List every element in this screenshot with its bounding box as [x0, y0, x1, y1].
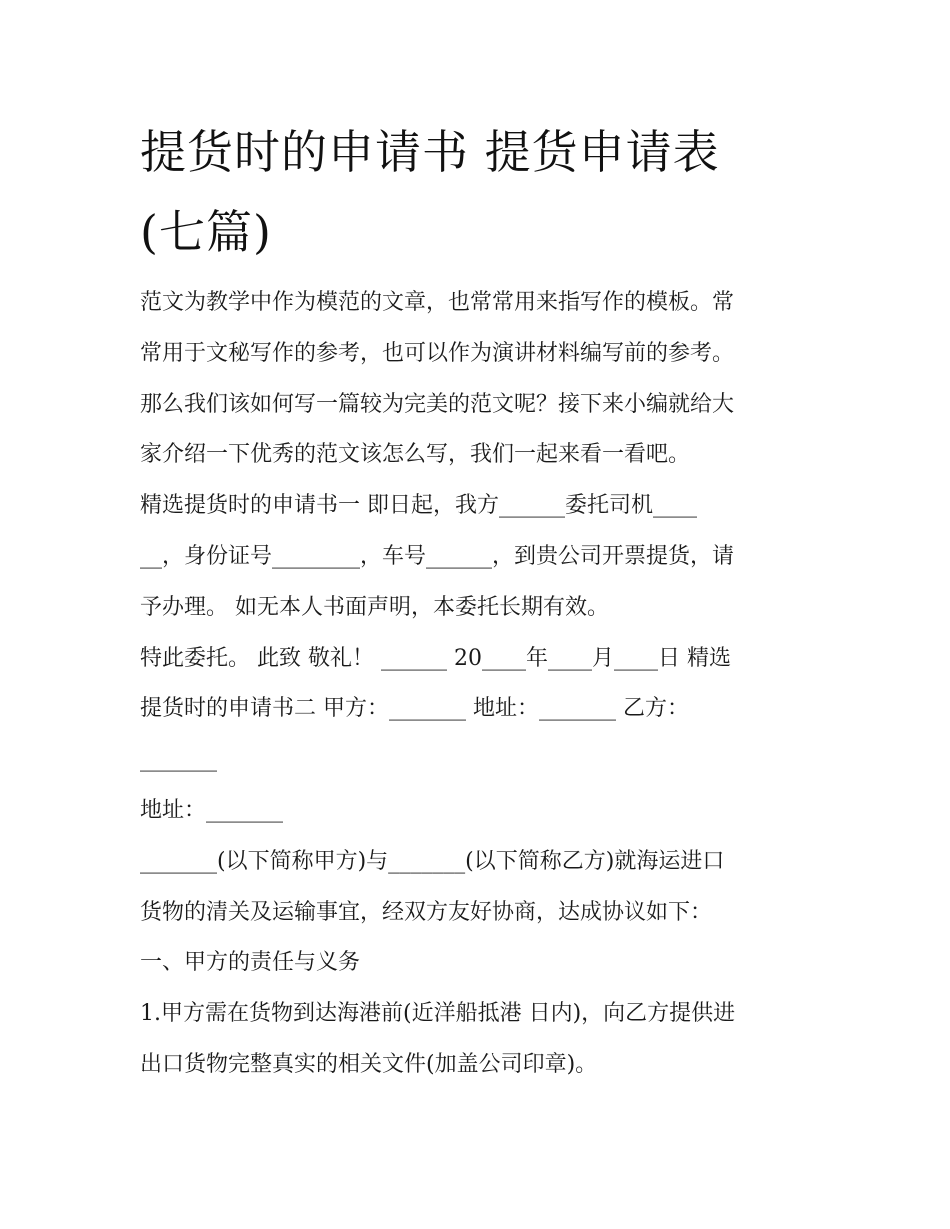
- body-line: 特此委托。 此致 敬礼！ ______ 20____年____月____日 精选: [140, 645, 731, 671]
- body-line: 1.甲方需在货物到达海港前(近洋船抵港 日内)，向乙方提供进: [140, 1001, 736, 1027]
- body-line: 提货时的申请书二 甲方：_______ 地址：_______ 乙方：: [140, 696, 689, 722]
- document-body: [140, 278, 820, 1091]
- body-line: 常用于文秘写作的参考，也可以作为演讲材料编写前的参考。: [140, 340, 735, 366]
- body-line: 地址：_______: [140, 797, 284, 823]
- document-title: [140, 112, 820, 272]
- title-line: 提货时的申请书 提货申请表: [140, 125, 720, 179]
- section-heading: 一、甲方的责任与义务: [140, 950, 361, 976]
- body-line: 精选提货时的申请书一 即日起，我方______委托司机____: [140, 493, 697, 519]
- body-line: 家介绍一下优秀的范文该怎么写，我们一起来看一看吧。: [140, 442, 691, 468]
- body-line: 予办理。 如无本人书面声明，本委托长期有效。: [140, 594, 609, 620]
- body-line: 那么我们该如何写一篇较为完美的范文呢？接下来小编就给大: [140, 391, 735, 417]
- title-line: (七篇): [140, 205, 272, 259]
- body-line: 出口货物完整真实的相关文件(加盖公司印章)。: [140, 1051, 598, 1077]
- body-line: _______: [140, 747, 217, 773]
- body-line: 货物的清关及运输事宜，经双方友好协商，达成协议如下：: [140, 899, 713, 925]
- body-line: __，身份证号________，车号______，到贵公司开票提货，请: [140, 543, 735, 569]
- body-line: 范文为教学中作为模范的文章，也常常用来指写作的模板。常: [140, 290, 735, 315]
- body-line: _______(以下简称甲方)与_______(以下简称乙方)就海运进口: [140, 848, 725, 874]
